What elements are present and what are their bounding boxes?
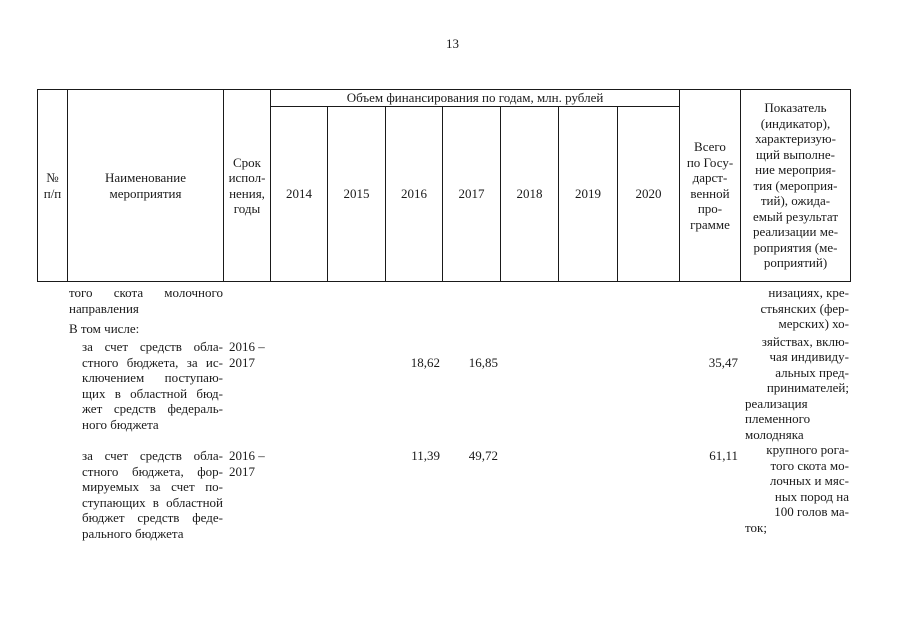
- header-year-2018: 2018: [516, 186, 543, 202]
- header-indicator: Показатель (индикатор), характеризую- щий выполне- ние мероприя- тия (мероприя- тий), ожида- емый результат реализации ме- роприятия (ме- роприятий): [752, 100, 839, 271]
- row-2-value-2017: 49,72: [468, 448, 498, 463]
- header-year-2017: 2017: [458, 186, 485, 202]
- row-1-value-2017: 16,85: [468, 355, 498, 370]
- page-number: 13: [446, 36, 459, 51]
- row-2-total: 61,11: [709, 448, 738, 463]
- row-1-name: за счет средств обла- стного бюджета, за ис- ключением поступаю- щих в областной бюд- жет средств федераль- ного бюджета: [82, 339, 223, 432]
- row-1-value-2016: 18,62: [410, 355, 440, 370]
- header-number: № п/п: [43, 170, 62, 201]
- column-border: [850, 89, 851, 282]
- header-year-2020: 2020: [635, 186, 662, 202]
- header-year-2016: 2016: [401, 186, 427, 202]
- header-term: Срок испол- нения, годы: [228, 154, 266, 216]
- header-year-2014: 2014: [286, 186, 312, 202]
- row-2-name: за счет средств обла- стного бюджета, фор- мируемых за счет по- ступающих в областной бюджет средств феде- рального бюджета: [82, 448, 223, 541]
- indicator-text: низациях, кре- стьянских (фер- мерских) хо- зяйствах, вклю- чая индивиду- альных пред- принимателей; реализация племенного молодняка крупного рога- того скота мо- лочных и мяс- ных пород на 100 голов ма- ток;: [745, 285, 849, 535]
- row-2-value-2016: 11,39: [411, 448, 440, 463]
- header-funding-title: Объем финансирования по годам, млн. рублей: [346, 90, 604, 106]
- continued-name: того скота молочного направления: [69, 285, 223, 316]
- header-year-2015: 2015: [343, 186, 370, 202]
- row-1-term: 2016 – 2017: [229, 339, 265, 370]
- in-total-label: В том числе:: [69, 321, 140, 336]
- table-header-bottom-border: [37, 281, 851, 282]
- header-total: Всего по Госу- дарст- венной про- грамме: [686, 139, 734, 232]
- row-2-term: 2016 – 2017: [229, 448, 265, 479]
- header-name: Наименование мероприятия: [105, 170, 186, 201]
- row-1-total: 35,47: [708, 355, 738, 370]
- header-year-2019: 2019: [575, 186, 601, 202]
